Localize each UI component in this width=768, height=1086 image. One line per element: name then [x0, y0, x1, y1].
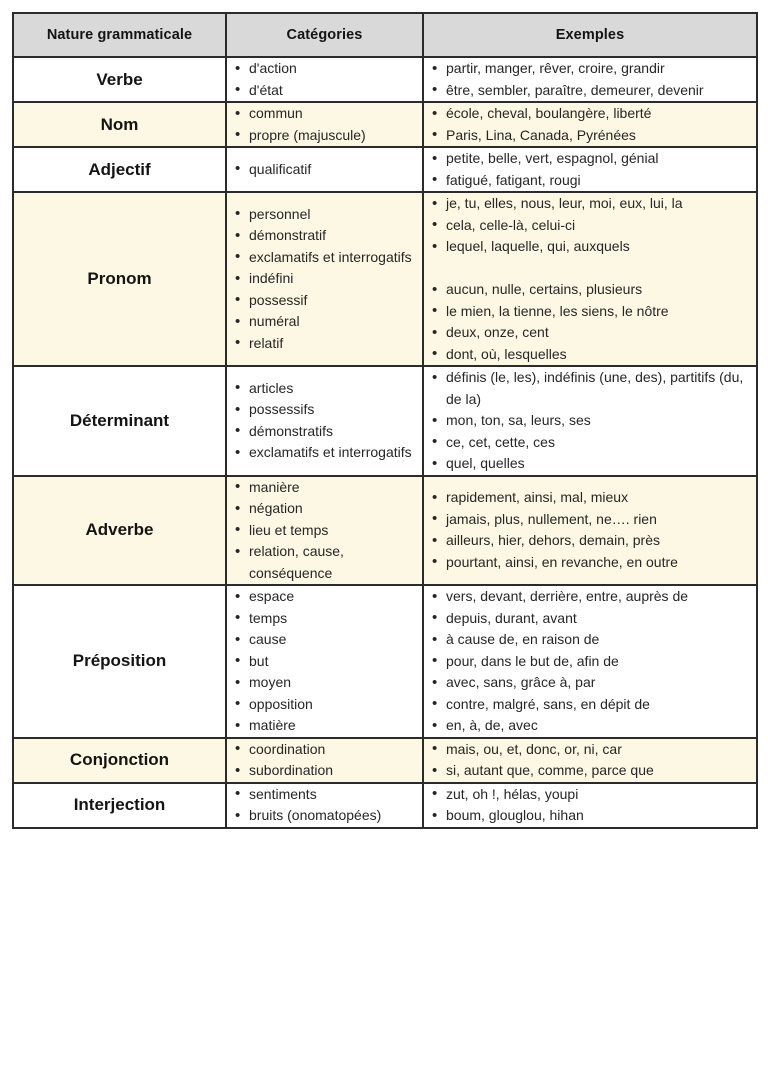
- cell-categories: [226, 102, 423, 147]
- category-list: [227, 586, 422, 737]
- category-item: • moyen: [249, 672, 422, 694]
- example-list: [424, 58, 756, 101]
- category-item: • exclamatifs et interrogatifs: [249, 442, 422, 464]
- example-item: • vers, devant, derrière, entre, auprès de: [446, 586, 756, 608]
- example-item: • ce, cet, cette, ces: [446, 432, 756, 454]
- example-item: • rapidement, ainsi, mal, mieux: [446, 487, 756, 509]
- table-row: [13, 102, 757, 147]
- example-item: • dont, où, lesquelles: [446, 344, 756, 366]
- category-list: [227, 159, 422, 181]
- category-item: • espace: [249, 586, 422, 608]
- example-list: [424, 586, 756, 737]
- cell-categories: [226, 738, 423, 783]
- category-item: • propre (majuscule): [249, 125, 422, 147]
- example-item: • école, cheval, boulangère, liberté: [446, 103, 756, 125]
- category-list: [227, 58, 422, 101]
- cell-exemples: [423, 57, 757, 102]
- example-item: • depuis, durant, avant: [446, 608, 756, 630]
- table-row: [13, 783, 757, 828]
- category-item: • manière: [249, 477, 422, 499]
- category-item: • possessifs: [249, 399, 422, 421]
- category-list: [227, 784, 422, 827]
- category-item: • articles: [249, 378, 422, 400]
- example-item: • cela, celle-là, celui-ci: [446, 215, 756, 237]
- example-item: • boum, glouglou, hihan: [446, 805, 756, 827]
- cell-exemples: [423, 476, 757, 586]
- category-item: • matière: [249, 715, 422, 737]
- example-item: • deux, onze, cent: [446, 322, 756, 344]
- category-item: • démonstratif: [249, 225, 422, 247]
- grammar-table: [12, 12, 758, 829]
- example-item: • lequel, laquelle, qui, auxquels: [446, 236, 756, 258]
- category-list: [227, 739, 422, 782]
- example-item: • contre, malgré, sans, en dépit de: [446, 694, 756, 716]
- category-item: • exclamatifs et interrogatifs: [249, 247, 422, 269]
- example-list: [424, 367, 756, 475]
- category-item: • but: [249, 651, 422, 673]
- cell-categories: [226, 476, 423, 586]
- cell-exemples: [423, 192, 757, 366]
- table-header: [13, 13, 757, 57]
- category-list: [227, 378, 422, 464]
- category-item: • possessif: [249, 290, 422, 312]
- example-item: • en, à, de, avec: [446, 715, 756, 737]
- table-row: [13, 366, 757, 476]
- example-item: • jamais, plus, nullement, ne…. rien: [446, 509, 756, 531]
- category-item: • commun: [249, 103, 422, 125]
- cell-categories: [226, 366, 423, 476]
- column-header-categories: Catégories: [226, 13, 423, 57]
- cell-exemples: [423, 738, 757, 783]
- example-item: • zut, oh !, hélas, youpi: [446, 784, 756, 806]
- category-item: • lieu et temps: [249, 520, 422, 542]
- category-item: • d'action: [249, 58, 422, 80]
- example-item: • si, autant que, comme, parce que: [446, 760, 756, 782]
- cell-exemples: [423, 366, 757, 476]
- category-item: • personnel: [249, 204, 422, 226]
- category-list: [227, 204, 422, 355]
- cell-nature: Adjectif: [13, 147, 226, 192]
- column-header-exemples: Exemples: [423, 13, 757, 57]
- category-item: • numéral: [249, 311, 422, 333]
- example-list: [424, 739, 756, 782]
- example-item: • petite, belle, vert, espagnol, génial: [446, 148, 756, 170]
- table-row: [13, 192, 757, 366]
- category-item: • négation: [249, 498, 422, 520]
- cell-nature: Adverbe: [13, 476, 226, 586]
- table-body: [13, 57, 757, 828]
- example-item: • partir, manger, rêver, croire, grandir: [446, 58, 756, 80]
- example-item: • aucun, nulle, certains, plusieurs: [446, 279, 756, 301]
- example-item: • pourtant, ainsi, en revanche, en outre: [446, 552, 756, 574]
- cell-exemples: [423, 585, 757, 738]
- example-item: • définis (le, les), indéfinis (une, des), partitifs (du, de la): [446, 367, 756, 410]
- category-item: • sentiments: [249, 784, 422, 806]
- example-list: [424, 103, 756, 146]
- table-row: [13, 57, 757, 102]
- category-list: [227, 103, 422, 146]
- category-item: • temps: [249, 608, 422, 630]
- cell-categories: [226, 192, 423, 366]
- table-row: [13, 738, 757, 783]
- example-item: • mais, ou, et, donc, or, ni, car: [446, 739, 756, 761]
- cell-nature: Interjection: [13, 783, 226, 828]
- example-item: • à cause de, en raison de: [446, 629, 756, 651]
- example-list: [424, 148, 756, 191]
- category-item: • opposition: [249, 694, 422, 716]
- example-list: [424, 784, 756, 827]
- cell-categories: [226, 585, 423, 738]
- cell-nature: Pronom: [13, 192, 226, 366]
- cell-exemples: [423, 783, 757, 828]
- table-header-row: [13, 13, 757, 57]
- cell-categories: [226, 57, 423, 102]
- table-row: [13, 585, 757, 738]
- table-row: [13, 476, 757, 586]
- cell-nature: Déterminant: [13, 366, 226, 476]
- example-item: • je, tu, elles, nous, leur, moi, eux, lui, la: [446, 193, 756, 215]
- cell-nature: Verbe: [13, 57, 226, 102]
- category-item: • qualificatif: [249, 159, 422, 181]
- example-item: • quel, quelles: [446, 453, 756, 475]
- example-item: • pour, dans le but de, afin de: [446, 651, 756, 673]
- category-item: • relatif: [249, 333, 422, 355]
- cell-categories: [226, 147, 423, 192]
- cell-categories: [226, 783, 423, 828]
- cell-nature: Préposition: [13, 585, 226, 738]
- cell-exemples: [423, 102, 757, 147]
- example-item: • mon, ton, sa, leurs, ses: [446, 410, 756, 432]
- cell-nature: Conjonction: [13, 738, 226, 783]
- category-item: • démonstratifs: [249, 421, 422, 443]
- example-item: • fatigué, fatigant, rougi: [446, 170, 756, 192]
- example-item: • le mien, la tienne, les siens, le nôtre: [446, 301, 756, 323]
- category-item: • subordination: [249, 760, 422, 782]
- cell-exemples: [423, 147, 757, 192]
- category-item: • d'état: [249, 80, 422, 102]
- list-spacer: [446, 258, 756, 280]
- category-item: • relation, cause, conséquence: [249, 541, 422, 584]
- example-item: • ailleurs, hier, dehors, demain, près: [446, 530, 756, 552]
- example-item: • Paris, Lina, Canada, Pyrénées: [446, 125, 756, 147]
- category-item: • bruits (onomatopées): [249, 805, 422, 827]
- column-header-nature: Nature grammaticale: [13, 13, 226, 57]
- category-item: • cause: [249, 629, 422, 651]
- category-item: • coordination: [249, 739, 422, 761]
- example-item: • être, sembler, paraître, demeurer, devenir: [446, 80, 756, 102]
- table-row: [13, 147, 757, 192]
- cell-nature: Nom: [13, 102, 226, 147]
- example-list: [424, 193, 756, 365]
- example-list: [424, 487, 756, 573]
- example-item: • avec, sans, grâce à, par: [446, 672, 756, 694]
- category-list: [227, 477, 422, 585]
- category-item: • indéfini: [249, 268, 422, 290]
